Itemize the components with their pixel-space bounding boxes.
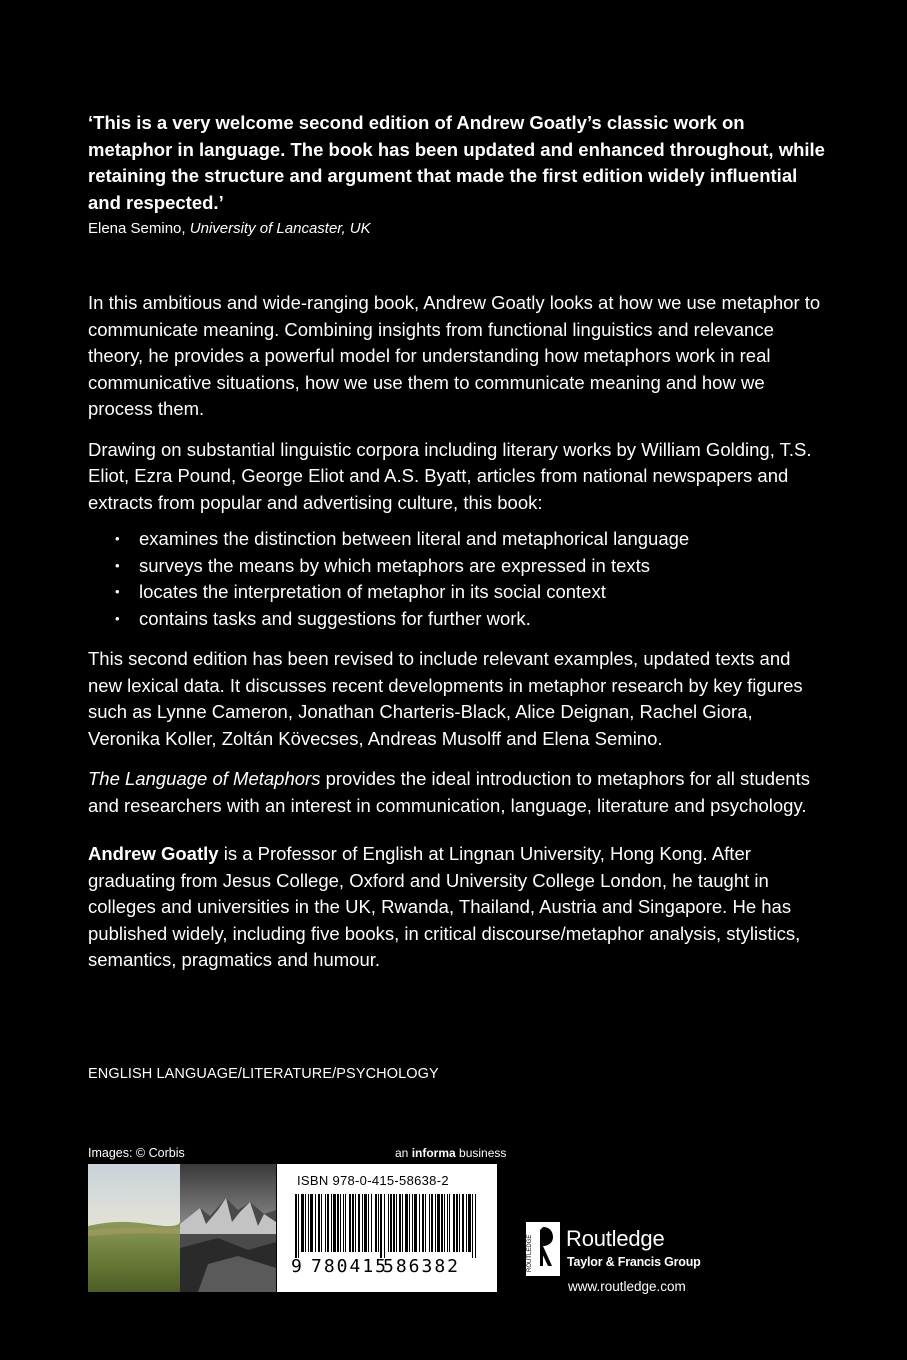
barcode-bar	[437, 1194, 440, 1252]
barcode-bar	[390, 1194, 392, 1252]
barcode-bar	[456, 1194, 458, 1252]
barcode-bar	[384, 1194, 385, 1258]
barcode-bar	[364, 1194, 367, 1252]
barcode-bar	[368, 1194, 369, 1252]
description-paragraph-2: Drawing on substantial linguistic corpora including literary works by William Golding, T.S. Eliot, Ezra Pound, George Eliot and A.S. Byatt, articles from national newspapers and extracts from popular and advertising culture, this book:	[88, 438, 812, 513]
bullet-icon: •	[115, 584, 120, 599]
logo-text: ROUTLEDGE	[527, 1234, 533, 1272]
isbn-label: ISBN 978-0-415-58638-2	[297, 1173, 449, 1188]
barcode-bar	[333, 1194, 336, 1252]
barcode-bar	[462, 1194, 464, 1252]
barcode-bar	[308, 1194, 309, 1252]
barcode-bar	[412, 1194, 413, 1252]
barcode-bar	[301, 1194, 304, 1252]
barcode-bar	[402, 1194, 403, 1252]
barcode-bar	[399, 1194, 401, 1252]
back-cover-text	[88, 110, 828, 974]
list-item: • examines the distinction between literal and metaphorical language	[88, 526, 828, 553]
barcode-bar	[431, 1194, 433, 1252]
isbn-barcode	[277, 1164, 497, 1292]
barcode-bar	[475, 1194, 476, 1258]
barcode-bar	[388, 1194, 389, 1252]
endorser-affiliation: University of Lancaster, UK	[189, 220, 371, 237]
barcode-bar	[466, 1194, 467, 1252]
landscape-image	[88, 1164, 276, 1292]
barcode-bar	[419, 1194, 420, 1252]
barcode-bar	[325, 1194, 326, 1252]
book-title: The Language of Metaphors	[88, 768, 321, 789]
list-item: • contains tasks and suggestions for further work.	[88, 606, 828, 633]
barcode-bar	[435, 1194, 436, 1252]
barcode-bar	[396, 1194, 397, 1252]
barcode-bar	[352, 1194, 354, 1252]
ean-digits-left: 780415	[311, 1256, 389, 1277]
description-paragraph-4: The Language of Metaphors provides the ideal introduction to metaphors for all students and researchers with an interest in communication, language, literature and psychology.	[88, 768, 810, 816]
barcode-bar	[310, 1194, 313, 1252]
list-item: • surveys the means by which metaphors are expressed in texts	[88, 553, 828, 580]
barcode-bar	[305, 1194, 306, 1252]
feature-list	[88, 526, 828, 632]
endorsement-attribution	[88, 218, 828, 240]
barcode-bar	[318, 1194, 320, 1252]
barcode-bar	[321, 1194, 322, 1252]
barcode-bar	[375, 1194, 377, 1252]
barcode-bar	[472, 1194, 473, 1258]
barcode-bar	[447, 1194, 448, 1252]
barcode-bar	[295, 1194, 297, 1258]
barcode-bar	[337, 1194, 339, 1252]
barcode-bar	[449, 1194, 450, 1252]
informa-tagline: an informa business	[395, 1146, 507, 1160]
ean-digits-right: 586382	[383, 1256, 461, 1277]
image-credit: Images: © Corbis	[88, 1146, 185, 1160]
barcode-bar	[343, 1194, 344, 1252]
barcode-bar	[422, 1194, 424, 1252]
barcode-bar	[380, 1194, 382, 1258]
bullet-icon: •	[115, 531, 120, 546]
routledge-logo-icon	[526, 1222, 560, 1281]
barcode-bar	[378, 1194, 379, 1252]
barcode-bar	[405, 1194, 408, 1252]
bullet-icon: •	[115, 557, 120, 573]
barcode-bar	[355, 1194, 356, 1252]
list-item: • locates the interpretation of metaphor in its social context	[88, 579, 828, 606]
barcode-bar	[298, 1194, 299, 1258]
barcode-bar	[349, 1194, 351, 1252]
author-name: Andrew Goatly	[88, 843, 219, 864]
barcode-bar	[429, 1194, 430, 1252]
barcode-bar	[459, 1194, 460, 1252]
barcode-icon	[291, 1194, 481, 1258]
barcode-bar	[340, 1194, 341, 1252]
description-paragraph-1: In this ambitious and wide-ranging book, Andrew Goatly looks at how we use metaphor to communicate meaning. Combining insights from functional linguistics and relevance theory, he provides a powerful model for understanding how metaphors work in real communicative situations, how we use them to communicate meaning and how we process them.	[88, 292, 821, 419]
publisher-group: Taylor & Francis Group	[567, 1255, 701, 1269]
publisher-website: www.routledge.com	[568, 1279, 686, 1294]
barcode-bar	[393, 1194, 395, 1252]
barcode-bar	[315, 1194, 316, 1252]
barcode-bar	[327, 1194, 329, 1252]
barcode-bar	[358, 1194, 360, 1252]
barcode-bar	[444, 1194, 445, 1252]
barcode-bar	[345, 1194, 346, 1252]
barcode-bar	[331, 1194, 332, 1252]
cover-photo-landscape	[88, 1164, 276, 1292]
endorser-name: Elena Semino,	[88, 220, 190, 237]
barcode-bar	[409, 1194, 410, 1252]
barcode-bar	[453, 1194, 455, 1252]
barcode-bar	[371, 1194, 372, 1252]
barcode-bar	[425, 1194, 426, 1252]
author-bio: Andrew Goatly is a Professor of English at Lingnan University, Hong Kong. After graduating from Jesus College, Oxford and University College London, he taught in colleges and universities in the UK, Rwanda, Thailand, Austria and Singapore. He has published widely, including five books, in critical discourse/metaphor analysis, stylistics, semantics, pragmatics and humour.	[88, 843, 801, 970]
barcode-bar	[468, 1194, 471, 1252]
barcode-bar	[362, 1194, 363, 1252]
bullet-icon: •	[115, 610, 120, 626]
endorsement-quote: ‘This is a very welcome second edition of Andrew Goatly’s classic work on metaphor in language. The book has been updated and enhanced throughout, while retaining the structure and argument that made the first edition widely influential and respected.’	[88, 112, 825, 213]
description-paragraph-3: This second edition has been revised to include relevant examples, updated texts and new lexical data. It discusses recent developments in metaphor research by key figures such as Lynne Cameron, Jonathan Charteris-Black, Alice Deignan, Rachel Giora, Veronika Koller, Zoltán Kövecses, Andreas Musolff and Elena Semino.	[88, 648, 803, 749]
subject-category: ENGLISH LANGUAGE/LITERATURE/PSYCHOLOGY	[88, 1066, 439, 1082]
publisher-name: Routledge	[566, 1226, 665, 1251]
barcode-bar	[414, 1194, 417, 1252]
barcode-bar	[441, 1194, 443, 1252]
ean-digit-first: 9	[291, 1256, 302, 1277]
